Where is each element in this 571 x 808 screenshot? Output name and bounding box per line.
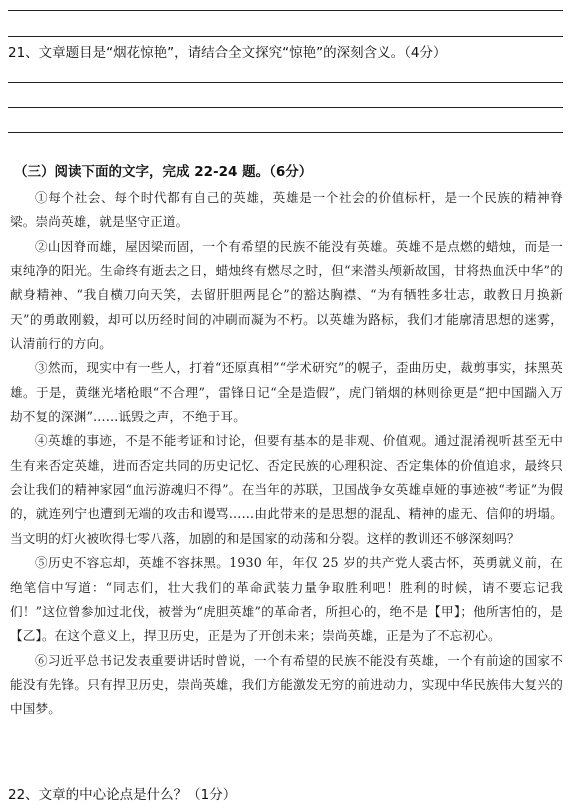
passage-paragraph: ③然而，现实中有一些人，打着“还原真相”“学术研究”的幌子，歪曲历史，裁剪事实，抹黑英雄。于是，黄继光堵枪眼“不合理”，雷锋日记“全是造假”，虎门销烟的林则徐更是“把中国踹入万劫不复的深渊”……诋毁之声，不绝于耳。 xyxy=(10,360,563,425)
passage-paragraph: ②山因脊而雄，屋因梁而固，一个有希望的民族不能没有英雄。英雄不是点燃的蜡烛，而是一束纯净的阳光。生命终有逝去之日，蜡烛终有燃尽之时，但“来潜头颅新故国，甘将热血沃中华”的献身精神、“我自横刀向天笑，去留肝胆两昆仑”的豁达胸襟、“为有牺牲多壮志，敢教日月换新天”的勇敢刚毅，却可以历经时间的冲刷而凝为不朽。以英雄为路标，我们才能廓清思想的迷雾，认清前行的方向。 xyxy=(10,238,563,352)
answer-line xyxy=(8,10,563,11)
question-21: 21、文章题目是“烟花惊艳”，请结合全文探究“惊艳”的深刻含义。（4分） xyxy=(8,45,447,61)
question-22: 22、文章的中心论点是什么？（1分） xyxy=(8,787,237,803)
section-heading: （三）阅读下面的文字，完成 22-24 题。（6分） xyxy=(14,164,313,180)
reading-passage xyxy=(10,186,563,722)
answer-line xyxy=(8,107,563,108)
passage-paragraph: ④英雄的事迹，不是不能考证和讨论，但要有基本的是非观、价值观。通过混淆视听甚至无中生有来否定英雄，进而否定共同的历史记忆、否定民族的心理积淀、否定集体的价值追求，最终只会让我们的精神家园“血污游魂归不得”。在当年的苏联，卫国战争女英雄卓娅的事迹被“考证”为假的，就连列宁也遭到无端的攻击和谩骂……由此带来的是思想的混乱、精神的虚无、信仰的坍塌。当文明的灯火被吹得七零八落，加剧的和是国家的动荡和分裂。这样的教训还不够深刻吗？ xyxy=(10,433,563,546)
answer-line xyxy=(8,132,563,133)
answer-line xyxy=(8,36,563,37)
answer-line xyxy=(8,82,563,83)
passage-paragraph: ⑥习近平总书记发表重要讲话时曾说，一个有希望的民族不能没有英雄，一个有前途的国家不能没有先锋。只有捍卫历史，崇尚英雄，我们方能激发无穷的前进动力，实现中华民族伟大复兴的中国梦。 xyxy=(10,652,563,717)
passage-paragraph: ⑤历史不容忘却，英雄不容抹黑。1930 年，年仅 25 岁的共产党人裘古怀，英勇就义前，在绝笔信中写道：“同志们，壮大我们的革命武装力量争取胜利吧！胜利的时候，请不要忘记我们！”这位曾参加过北伐，被誉为“虎胆英雄”的革命者，所担心的，绝不是【甲】；他所害怕的，是【乙】。在这个意义上，捍卫历史，正是为了开创未来；崇尚英雄，正是为了不忘初心。 xyxy=(10,555,563,644)
passage-paragraph: ①每个社会、每个时代都有自己的英雄，英雄是一个社会的价值标杆，是一个民族的精神脊梁。崇尚英雄，就是坚守正道。 xyxy=(10,190,563,230)
